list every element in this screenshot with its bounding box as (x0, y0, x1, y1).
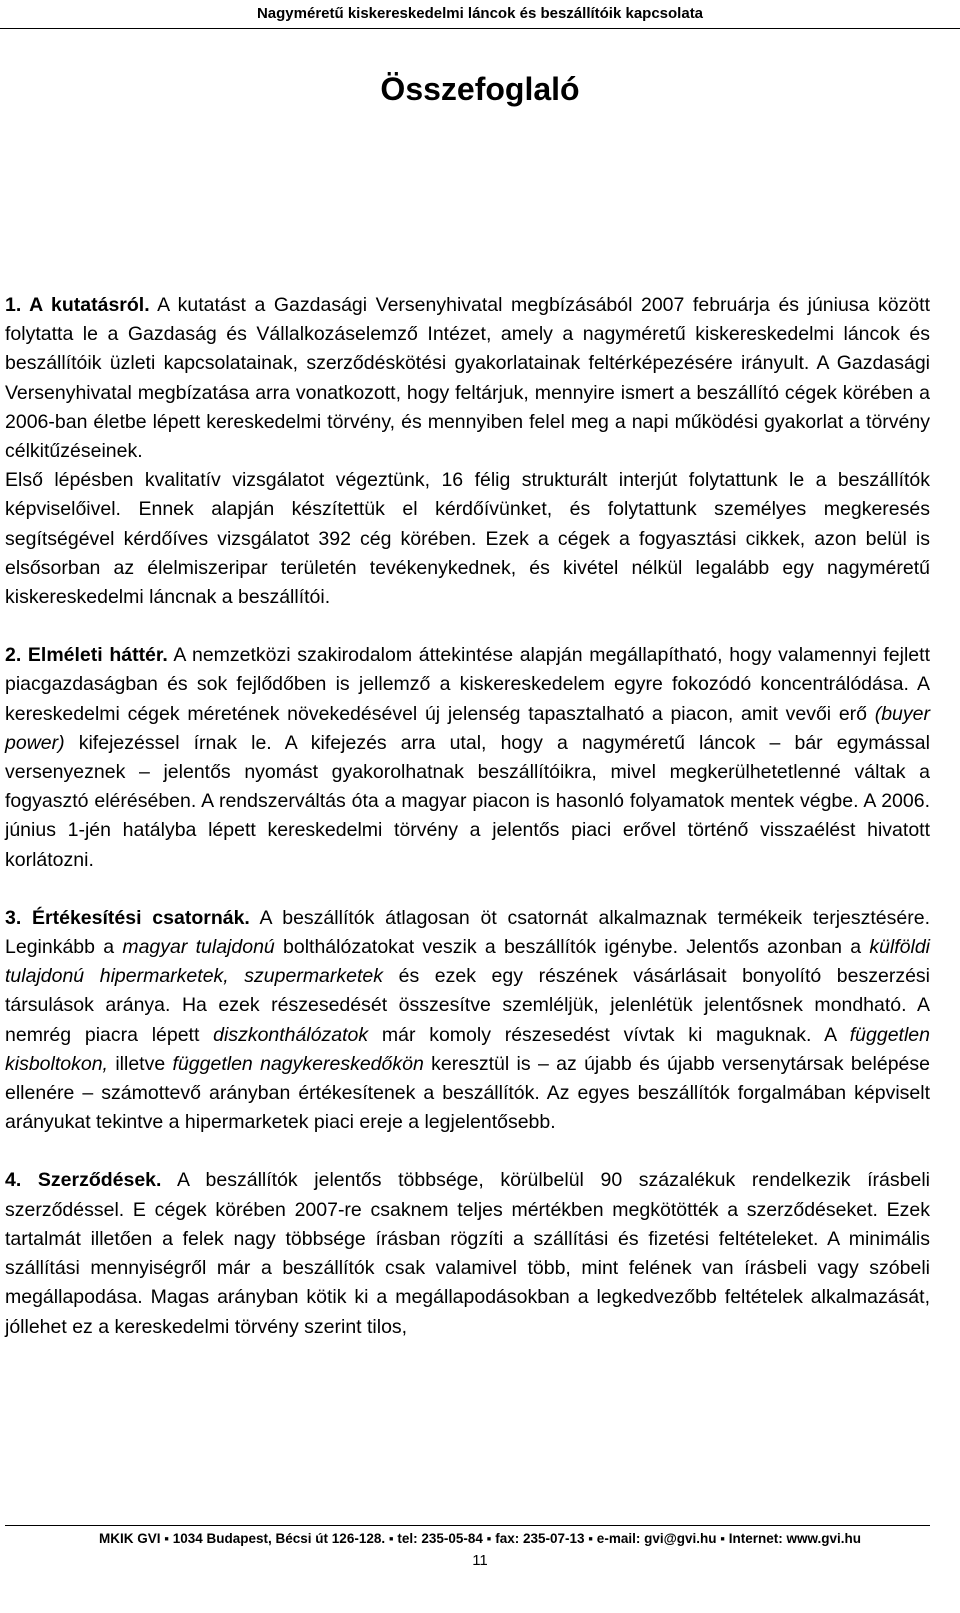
section-heading: 4. Szerződések. (5, 1169, 162, 1192)
emphasis-text: független kisboltokon, (5, 1023, 930, 1075)
running-header (0, 0, 960, 29)
section-heading: 1. A kutatásról. (5, 294, 150, 316)
section-heading: 2. Elméleti háttér. (5, 644, 168, 667)
section-text: már komoly részesedést vívtak ki maguknak. A (368, 1023, 850, 1046)
running-header-title: Nagyméretű kiskereskedelmi láncok és beszállítóik kapcsolata (256, 5, 704, 22)
section-text: illetve (107, 1052, 173, 1075)
emphasis-text: külföldi tulajdonú hipermarketek, szupermarketek (5, 936, 931, 988)
emphasis-text: magyar tulajdonú (122, 936, 275, 959)
footer-divider (5, 1525, 930, 1526)
section-heading: 3. Értékesítési csatornák. (5, 906, 250, 929)
section-text: és ezek egy részének vásárlásait bonyolító beszerzési társulások aránya. Ha ezek részesedését összesítve szemléljük, jelenlétük jelentősnek mondható. A nemrég piacra lépett (5, 965, 930, 1046)
emphasis-text: (buyer power) (5, 702, 930, 754)
section-text: kifejezéssel írnak le. A kifejezés arra utal, hogy a nagyméretű láncok – bár egymással versenyeznek – jelentős nyomást gyakorolhatnak beszállítóikra, mivel megkerülhetetlenné váltak a fogyasztó elérésében. A rendszerváltás óta a magyar piacon is hasonló folyamatok mentek végbe. A 2006. június 1-jén hatályba lépett kereskedelmi törvény a jelentős piaci erővel történő visszaélést hivatott korlátozni. (5, 731, 930, 871)
page-number: 11 (472, 1552, 488, 1569)
section-text: keresztül is – az újabb és újabb versenytársak belépése ellenére – számottevő arányban értékesítenek a beszállítók. Az egyes beszállítók forgalmában képviselt arányukat tekintve a hipermarketek piaci ereje a legjelentősebb. (5, 1052, 930, 1134)
emphasis-text: diszkonthálózatok (213, 1023, 369, 1046)
emphasis-text: független nagykereskedőkön (172, 1052, 424, 1075)
section-text: Első lépésben kvalitatív vizsgálatot végeztünk, 16 félig strukturált interjút folytattunk le a beszállítók képviselőivel. Ennek alapján készítettük el kérdőívünket, és folytattunk személyes megkeresés segítségével kérdőíves vizsgálatot 392 cég körében. Ezek a cégek a fogyasztási cikkek, azon belül is elsősorban az élelmiszeripar területén tevékenykednek, és kivétel nélkül legalább egy nagyméretű kiskereskedelmi láncnak a beszállítói. (5, 469, 930, 609)
section-text: A nemzetközi szakirodalom áttekintése alapján megállapítható, hogy valamennyi fejlett piacgazdaságban és sok fejlődőben is jellemző a kiskereskedelem egyre fokozódó koncentrálódása. A kereskedelmi cégek méretének növekedésével új jelenség tapasztalható a piacon, amit vevői erő (5, 644, 930, 725)
document-body (5, 291, 930, 1342)
footer-contact: MKIK GVI ▪ 1034 Budapest, Bécsi út 126-128. ▪ tel: 235-05-84 ▪ fax: 235-07-13 ▪ e-mail: gvi@gvi.hu ▪ Internet: www.gvi.hu (98, 1531, 862, 1546)
section-text: bolthálózatokat veszik a beszállítók igénybe. Jelentős azonban a (274, 936, 870, 959)
section-text: A beszállítók jelentős többsége, körülbelül 90 százalékuk rendelkezik írásbeli szerződéssel. E cégek körében 2007-re csaknem teljes mértékben megkötötték a szerződéseket. Ezek tartalmát illetően a felek nagy többsége írásban rögzíti a szállítási és fizetési feltételeket. A minimális szállítási mennyiségről már a beszállítók csak valamivel több, mint felének van írásbeli vagy szóbeli megállapodása. Magas arányban kötik ki a megállapodásokban a legkedvezőbb feltételek alkalmazását, jóllehet ez a kereskedelmi törvény szerint tilos, (5, 1169, 930, 1338)
section-text: A kutatást a Gazdasági Versenyhivatal megbízásából 2007 februárja és júniusa között folytatta le a Gazdaság és Vállalkozáselemző Intézet, amely a nagyméretű kiskereskedelmi láncok és beszállítóik üzleti kapcsolatainak, szerződéskötési gyakorlatainak feltérképezésére irányult. A Gazdasági Versenyhivatal megbízatása arra vonatkozott, hogy feltárjuk, mennyire ismert a beszállító cégek körében a 2006-ban életbe lépett kereskedelmi törvény, és mennyiben felel meg a napi működési gyakorlat a törvény célkitűzéseinek. (5, 294, 930, 463)
section-elmeleti-hatter (5, 641, 930, 875)
section-text: A beszállítók átlagosan öt csatornát alkalmaznak termékeik terjesztésére. Leginkább a (5, 906, 930, 959)
section-ertekesitesi-csatornak (5, 904, 930, 1138)
page-title: Összefoglaló (380, 71, 580, 107)
section-kutatasrol (5, 291, 930, 612)
section-szerzodesek (5, 1166, 930, 1341)
